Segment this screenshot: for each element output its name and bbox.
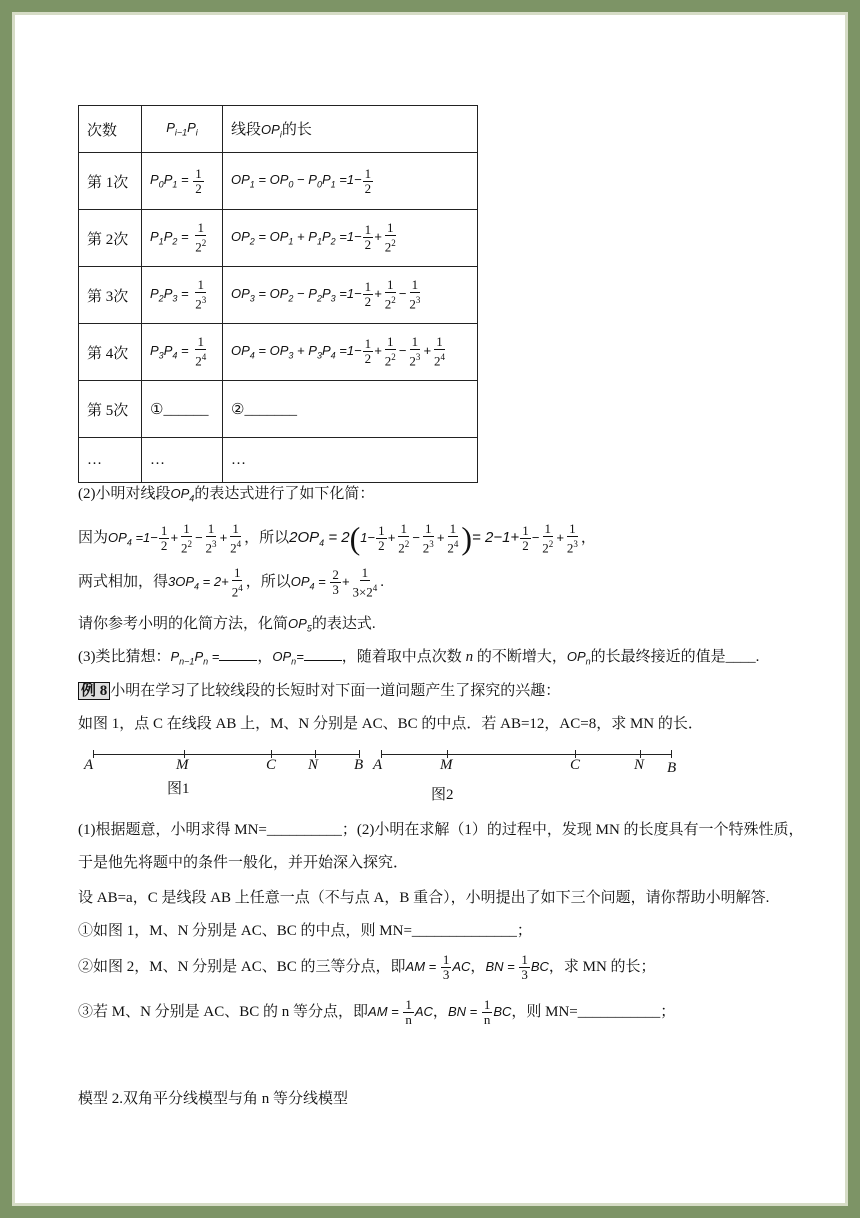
subquestion-1: ①如图 1，M、N 分别是 AC、BC 的中点，则 MN=______________； xyxy=(78,923,532,939)
part2-line1: 因为$OP_4 =1-$ $\frac{1}{2}$ + $\frac{1}{2^2}$ − $\frac{1}{2^3}$ + $\frac{1}{2^4}$ ，所以$2OP_4 = 2(1-$ $\frac{1}{2}$ + $\frac{1}{2^2}$ − $\frac{1}{2^3}$ + $\frac{1}{2^4}$ )= 2−1+ $\frac{1}{2}$ − $\frac{1}{2^2}$ + $\frac{1}{2^3}$ ， xyxy=(78,520,596,556)
example8-label: 例 8 xyxy=(78,682,110,700)
figure-1-caption: 图1 xyxy=(167,781,190,797)
part2-line2: 两式相加，得$3OP_4 = 2+$ $\frac{1}{2^4}$ ，所以$OP_4$ = $\frac{2}{3}$ + $\frac{1}{3\times 2^4}$ . xyxy=(78,565,385,600)
header-length: 线段$OP_i$的长 xyxy=(223,106,478,153)
figure-2-caption: 图2 xyxy=(431,787,454,803)
part3-conjecture: (3)类比猜想：$P_{n-1}P_n$ = ，$OP_n=$ ，随着取中点次数 n 的不断增大，$OP_n$的长最终接近的值是____. xyxy=(78,649,760,667)
example8-title: 例 8 小明在学习了比较线段的长短时对下面一道问题产生了探究的兴趣： xyxy=(78,679,560,700)
midpoint-table xyxy=(78,105,478,483)
table-row: 第 4次 $P_3P_4$ = $\frac{1}{2^4}$ $OP_4 = OP_3 + P_3P_4 =1-$ $\frac{1}{2}$ + $\frac{1}{2^2}$ − $\frac{1}{2^3}$ + $\frac{1}{2^4}$ xyxy=(79,324,478,381)
question-1: (1)根据题意，小明求得 MN=__________；(2)小明在求解（1）的过程中，发现 MN 的长度具有一个特殊性质， xyxy=(78,822,804,838)
table-row: 第 1次 $P_0P_1$ = $\frac{1}{2}$ $OP_1 = OP_0 - P_0P_1 =1-$ $\frac{1}{2}$ xyxy=(79,153,478,210)
table-row: 第 2次 $P_1P_2$ = $\frac{1}{2^2}$ $OP_2 = OP_1 + P_1P_2 =1-$ $\frac{1}{2}$ + $\frac{1}{2^2}$ xyxy=(79,210,478,267)
model-heading: 模型 2.双角平分线模型与角 n 等分线模型 xyxy=(78,1091,349,1107)
header-count: 次数 xyxy=(79,106,142,153)
part2-line3: 请你参考小明的化简方法，化简$OP_5$的表达式. xyxy=(78,616,376,634)
part2-intro: (2)小明对线段$OP_4$的表达式进行了如下化简： xyxy=(78,486,375,504)
example8-problem: 如图 1，点 C 在线段 AB 上，M、N 分别是 AC、BC 的中点．若 AB=12，AC=8，求 MN 的长． xyxy=(78,716,703,732)
question-1b: 于是他先将题中的条件一般化，并开始深入探究． xyxy=(78,855,409,871)
table-row: … … … xyxy=(79,438,478,483)
setup-text: 设 AB=a，C 是线段 AB 上任意一点（不与点 A，B 重合），小明提出了如下三个问题，请你帮助小明解答. xyxy=(78,890,770,906)
header-segment: $P_{i-1}P_i$ xyxy=(142,106,223,153)
table-row: 第 5次 ①______ ②_______ xyxy=(79,381,478,438)
document-page: 次数 $P_{i-1}P_i$ 线段$OP_i$的长 第 1次 $P_0P_1$ = $\frac{1}{2}$ $OP_1 = OP_0 - P_0P_1 =1-$ $\frac{1}{2}$ 第 2次 $P_1P_2$ = $\frac{1}{2^2}$ $OP_2 = OP_1 + P_1P_2 =1-$ $\frac{1}{2}$ + $\frac{1}{2^2}$ 第 3次 $P_2P_3$ = $\frac{1}{2^3}$ $OP_3 = OP_2 - P_2P_3 =1-$ $\frac{1}{2}$ + $\frac{1}{2^2}$ − $\frac{1}{2^3}$ 第 4次 $P_3P_4$ = $\frac{1}{2^4}$ $OP_4 = OP_3 + P_3P_4 =1-$ $\frac{1}{2}$ + $\frac{1}{2^2}$ − $\frac{1}{2^3}$ + $\frac{1}{2^4}$ 第 5次 ①______ ②_______ … … … (2)小明对线段$OP_4$的表达式进行了如下化简： 因为$OP_4 =1-$ $\frac{1}{2}$ + $\frac{1}{2^2}$ − $\frac{1}{2^3}$ + $\frac{1}{2^4}$ ，所以$2OP_4 = 2(1-$ $\frac{1}{2}$ + $\frac{1}{2^2}$ − $\frac{1}{2^3}$ + $\frac{1}{2^4}$ )= 2−1+ $\frac{1}{2}$ − $\frac{1}{2^2}$ + $\frac{1}{2^3}$ ， 两式相加，得$3OP_4 = 2+$ $\frac{1}{2^4}$ ，所以$OP_4$ = $\frac{2}{3}$ + $\frac{1}{3\times 2^4}$ . 请你参考小明的化简方法，化简$OP_5$的表达式. (3)类比猜想：$P_{n-1}P_n$ = ，$OP_n=$ ，随着取中点次数 n 的不断增大，$OP_n$的长最终接近的值是____. 例 8 小明在学习了比较线段的长短时对下面一道问题产生了探究的兴趣： 如图 1，点 C 在线段 AB 上，M、N 分别是 AC、BC 的中点．若 AB=12，AC=8，求 MN 的长． A M C N B 图1 A M C N B 图2 (1)根据题意，小明求得 MN=__________；(2)小明在求解（1）的过程中，发现 MN 的长度具有一个特殊性质， 于是他先将题中的条件一般化，并开始深入探究． 设 AB=a，C 是线段 AB 上任意一点（不与点 A，B 重合），小明提出了如下三个问题，请你帮助小明解答. ①如图 1，M、N 分别是 AC、BC 的中点，则 MN=______________； ②如图 2，M、N 分别是 AC、BC 的三等分点，即AM = $\frac{1}{3}$ AC，BN = $\frac{1}{3}$ BC，求 MN 的长； ③若 M、N 分别是 AC、BC 的 n 等分点，即AM = $\frac{1}{n}$ AC，BN = $\frac{1}{n}$ BC，则 MN=___________； 模型 2.双角平分线模型与角 n 等分线模型 xyxy=(12,12,848,1206)
subquestion-3: ③若 M、N 分别是 AC、BC 的 n 等分点，即AM = $\frac{1}{n}$ AC，BN = $\frac{1}{n}$ BC，则 MN=___________； xyxy=(78,997,676,1027)
table-row: 第 3次 $P_2P_3$ = $\frac{1}{2^3}$ $OP_3 = OP_2 - P_2P_3 =1-$ $\frac{1}{2}$ + $\frac{1}{2^2}$ − $\frac{1}{2^3}$ xyxy=(79,267,478,324)
subquestion-2: ②如图 2，M、N 分别是 AC、BC 的三等分点，即AM = $\frac{1}{3}$ AC，BN = $\frac{1}{3}$ BC，求 MN 的长； xyxy=(78,952,656,982)
table-header-row xyxy=(79,106,478,153)
